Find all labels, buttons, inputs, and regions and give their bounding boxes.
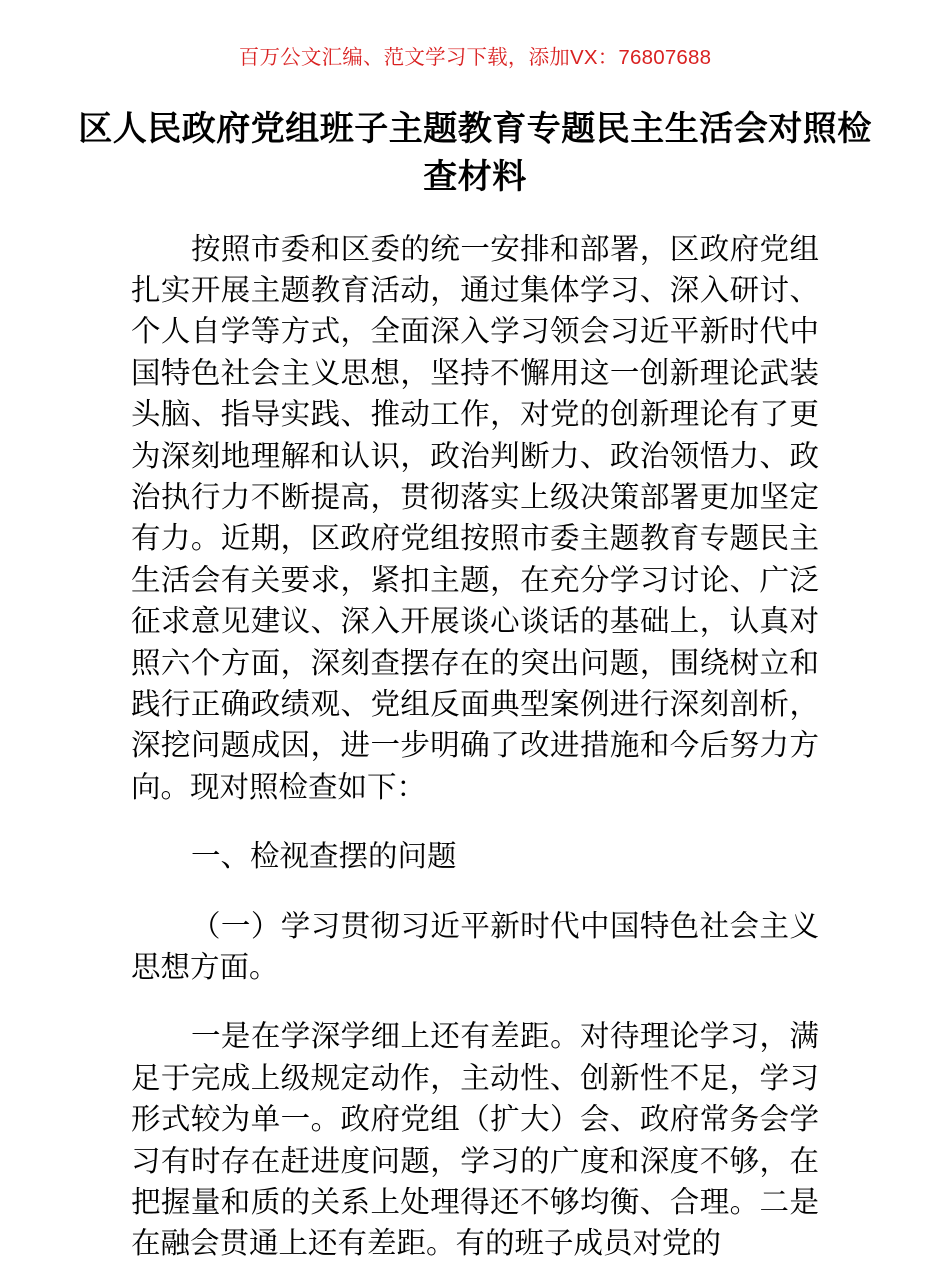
heading-section-one: 一、检视查摆的问题 [191,840,457,874]
document-body [0,229,950,1265]
heading-subsection-one: （一）学习贯彻习近平新时代中国特色社会主义思想方面。 [131,909,819,984]
paragraph-subsection-one-body: 一是在学深学细上还有差距。对待理论学习，满足于完成上级规定动作，主动性、创新性不足，学习形式较为单一。政府党组（扩大）会、政府常务会学习有时存在赶进度问题，学习的广度和深度不够，在把握量和质的关系上处理得还不够均衡、合理。二是在融会贯通上还有差距。有的班子成员对党的 [131,1020,819,1261]
page-title [0,69,950,201]
promo-banner [0,0,950,69]
paragraph-intro: 按照市委和区委的统一安排和部署，区政府党组扎实开展主题教育活动，通过集体学习、深入研讨、个人自学等方式，全面深入学习领会习近平新时代中国特色社会主义思想，坚持不懈用这一创新理论武装头脑、指导实践、推动工作，对党的创新理论有了更为深刻地理解和认识，政治判断力、政治领悟力、政治执行力不断提高，贯彻落实上级决策部署更加坚定有力。近期，区政府党组按照市委主题教育专题民主生活会有关要求，紧扣主题，在充分学习讨论、广泛征求意见建议、深入开展谈心谈话的基础上，认真对照六个方面，深刻查摆存在的突出问题，围绕树立和践行正确政绩观、党组反面典型案例进行深刻剖析，深挖问题成因，进一步明确了改进措施和今后努力方向。现对照检查如下： [131,232,819,804]
promo-banner-text: 百万公文汇编、范文学习下载，添加VX：76807688 [238,46,712,69]
page-title-text: 区人民政府党组班子主题教育专题民主生活会对照检查材料 [78,109,872,196]
